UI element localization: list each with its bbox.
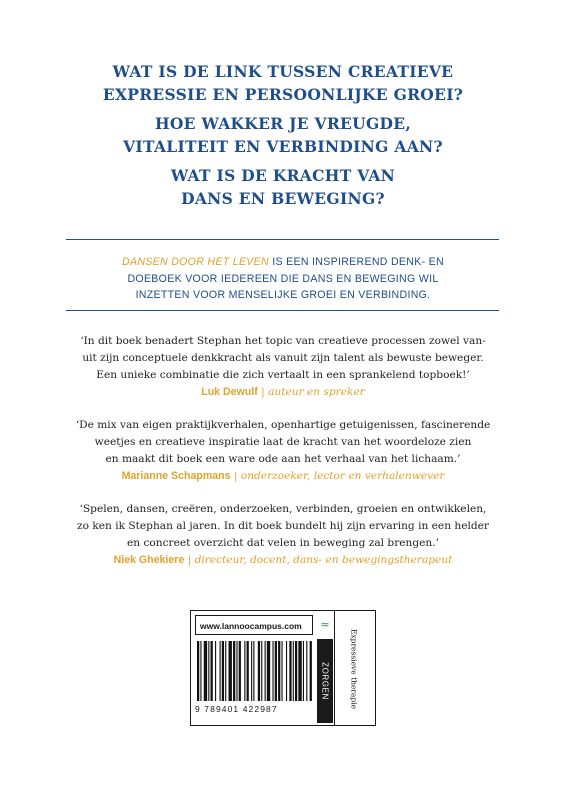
barcode-bar [298,641,301,701]
quote-attribution [0,468,566,485]
headline-line: DANS EN BEWEGING? [181,189,385,208]
isbn-number: 9 789401 422987 [195,704,278,714]
quote-author: Luk Dewulf [201,386,258,398]
quote-line: en maakt dit boek een ware ode aan het verhaal van het lichaam.’ [105,453,461,465]
headline-question-3 [0,164,566,210]
barcode-bar [275,641,277,701]
barcode-bar [281,641,282,701]
endorsement-quote [0,333,566,401]
barcode-bar [289,641,291,701]
category-label: ZORGEN [320,662,330,700]
barcode-bar [244,641,245,701]
headline-line: HOE WAKKER JE VREUGDE, [154,114,412,133]
headline-questions [0,60,566,216]
quote-line: ‘De mix van eigen praktijkverhalen, openhartige getuigenissen, fascinerende [75,419,491,431]
quote-line: ‘In dit boek benadert Stephan het topic van creatieve processen zowel van- [80,335,486,347]
barcode-bar [211,641,213,701]
divider-top [66,239,499,240]
headline-line: WAT IS DE LINK TUSSEN CREATIEVE [112,62,454,81]
headline-line: WAT IS DE KRACHT VAN [170,166,396,185]
barcode-bar [286,641,287,701]
barcode-bar [258,641,260,701]
barcode-bar [236,641,237,701]
barcode-bar [267,641,270,701]
quote-line: weetjes en creatieve inspiratie laat de kracht van het woordeloze zien [94,436,472,448]
intro-line-2: DOEBOEK VOOR IEDEREEN DIE DANS EN BEWEGING WIL [127,272,439,285]
publisher-url: www.lannoocampus.com [195,615,313,635]
barcode-bars [197,641,313,701]
barcode-bar [310,641,312,701]
barcode-bar [204,641,207,701]
quote-attribution [0,552,566,569]
barcode-bar [306,641,307,701]
headline-line: VITALITEIT EN VERBINDING AAN? [123,137,443,156]
intro-line-1-rest: IS EEN INSPIREREND DENK- EN [269,256,444,268]
endorsement-quote [0,417,566,485]
endorsements [0,333,566,585]
barcode-bar [261,641,262,701]
barcode-bar [295,641,297,701]
barcode-bar [200,641,201,701]
quote-separator: | [257,386,269,398]
barcode-bar [247,641,249,701]
quote-author-role: directeur, docent, dans- en bewegingstherapeut [194,554,453,566]
barcode-label [190,610,376,726]
barcode-bar [239,641,241,701]
barcode-bar [215,641,216,701]
endorsement-quote [0,501,566,569]
barcode-bar [251,641,252,701]
quote-line: ‘Spelen, dansen, creëren, onderzoeken, verbinden, groeien en ontwikkelen, [79,503,487,515]
barcode-bar [272,641,273,701]
headline-line: EXPRESSIE EN PERSOONLIJKE GROEI? [102,85,464,104]
intro-line-1 [0,254,566,271]
barcode-bar [293,641,294,701]
quote-author: Marianne Schapmans [121,470,231,482]
quote-line: uit zijn conceptuele denkkracht als vanuit zijn talent als bewuste beweger. [82,352,484,364]
barcode-divider [334,611,335,725]
quote-author: Niek Ghekiere [113,554,185,566]
quote-line: Een unieke combinatie die zich vertaalt in een sprankelend topboek!’ [96,369,470,381]
headline-question-2 [0,112,566,158]
category-tab [317,639,333,723]
quote-attribution [0,384,566,401]
quote-separator: | [184,554,195,566]
theme-label: Expressieve therapie [349,628,359,710]
barcode-bar [303,641,304,701]
barcode-bar [222,641,224,701]
wave-icon: ≈ [320,618,330,631]
barcode-bar [197,641,199,701]
intro-line-3: INZETTEN VOOR MENSELIJKE GROEI EN VERBINDING. [135,289,431,301]
barcode-bar [225,641,226,701]
headline-question-1 [0,60,566,106]
book-title: DANSEN DOOR HET LEVEN [122,256,269,268]
barcode-bar [233,641,235,701]
intro-blurb [0,254,566,304]
barcode-bar [265,641,266,701]
quote-line: en concreet overzicht dat velen in beweging zal brengen.’ [127,537,439,549]
barcode-bar [229,641,232,701]
divider-bottom [66,310,499,311]
barcode-bar [253,641,254,701]
barcode-bar [278,641,280,701]
barcode-bar [208,641,209,701]
quote-author-role: auteur en spreker [268,386,365,398]
quote-separator: | [230,470,241,482]
barcode-bar [220,641,221,701]
theme-tab [337,615,371,723]
quote-author-role: onderzoeker, lector en verhalenwever [240,470,445,482]
quote-line: zo ken ik Stephan al jaren. In dit boek bundelt hij zijn ervaring in een helder [77,520,489,532]
